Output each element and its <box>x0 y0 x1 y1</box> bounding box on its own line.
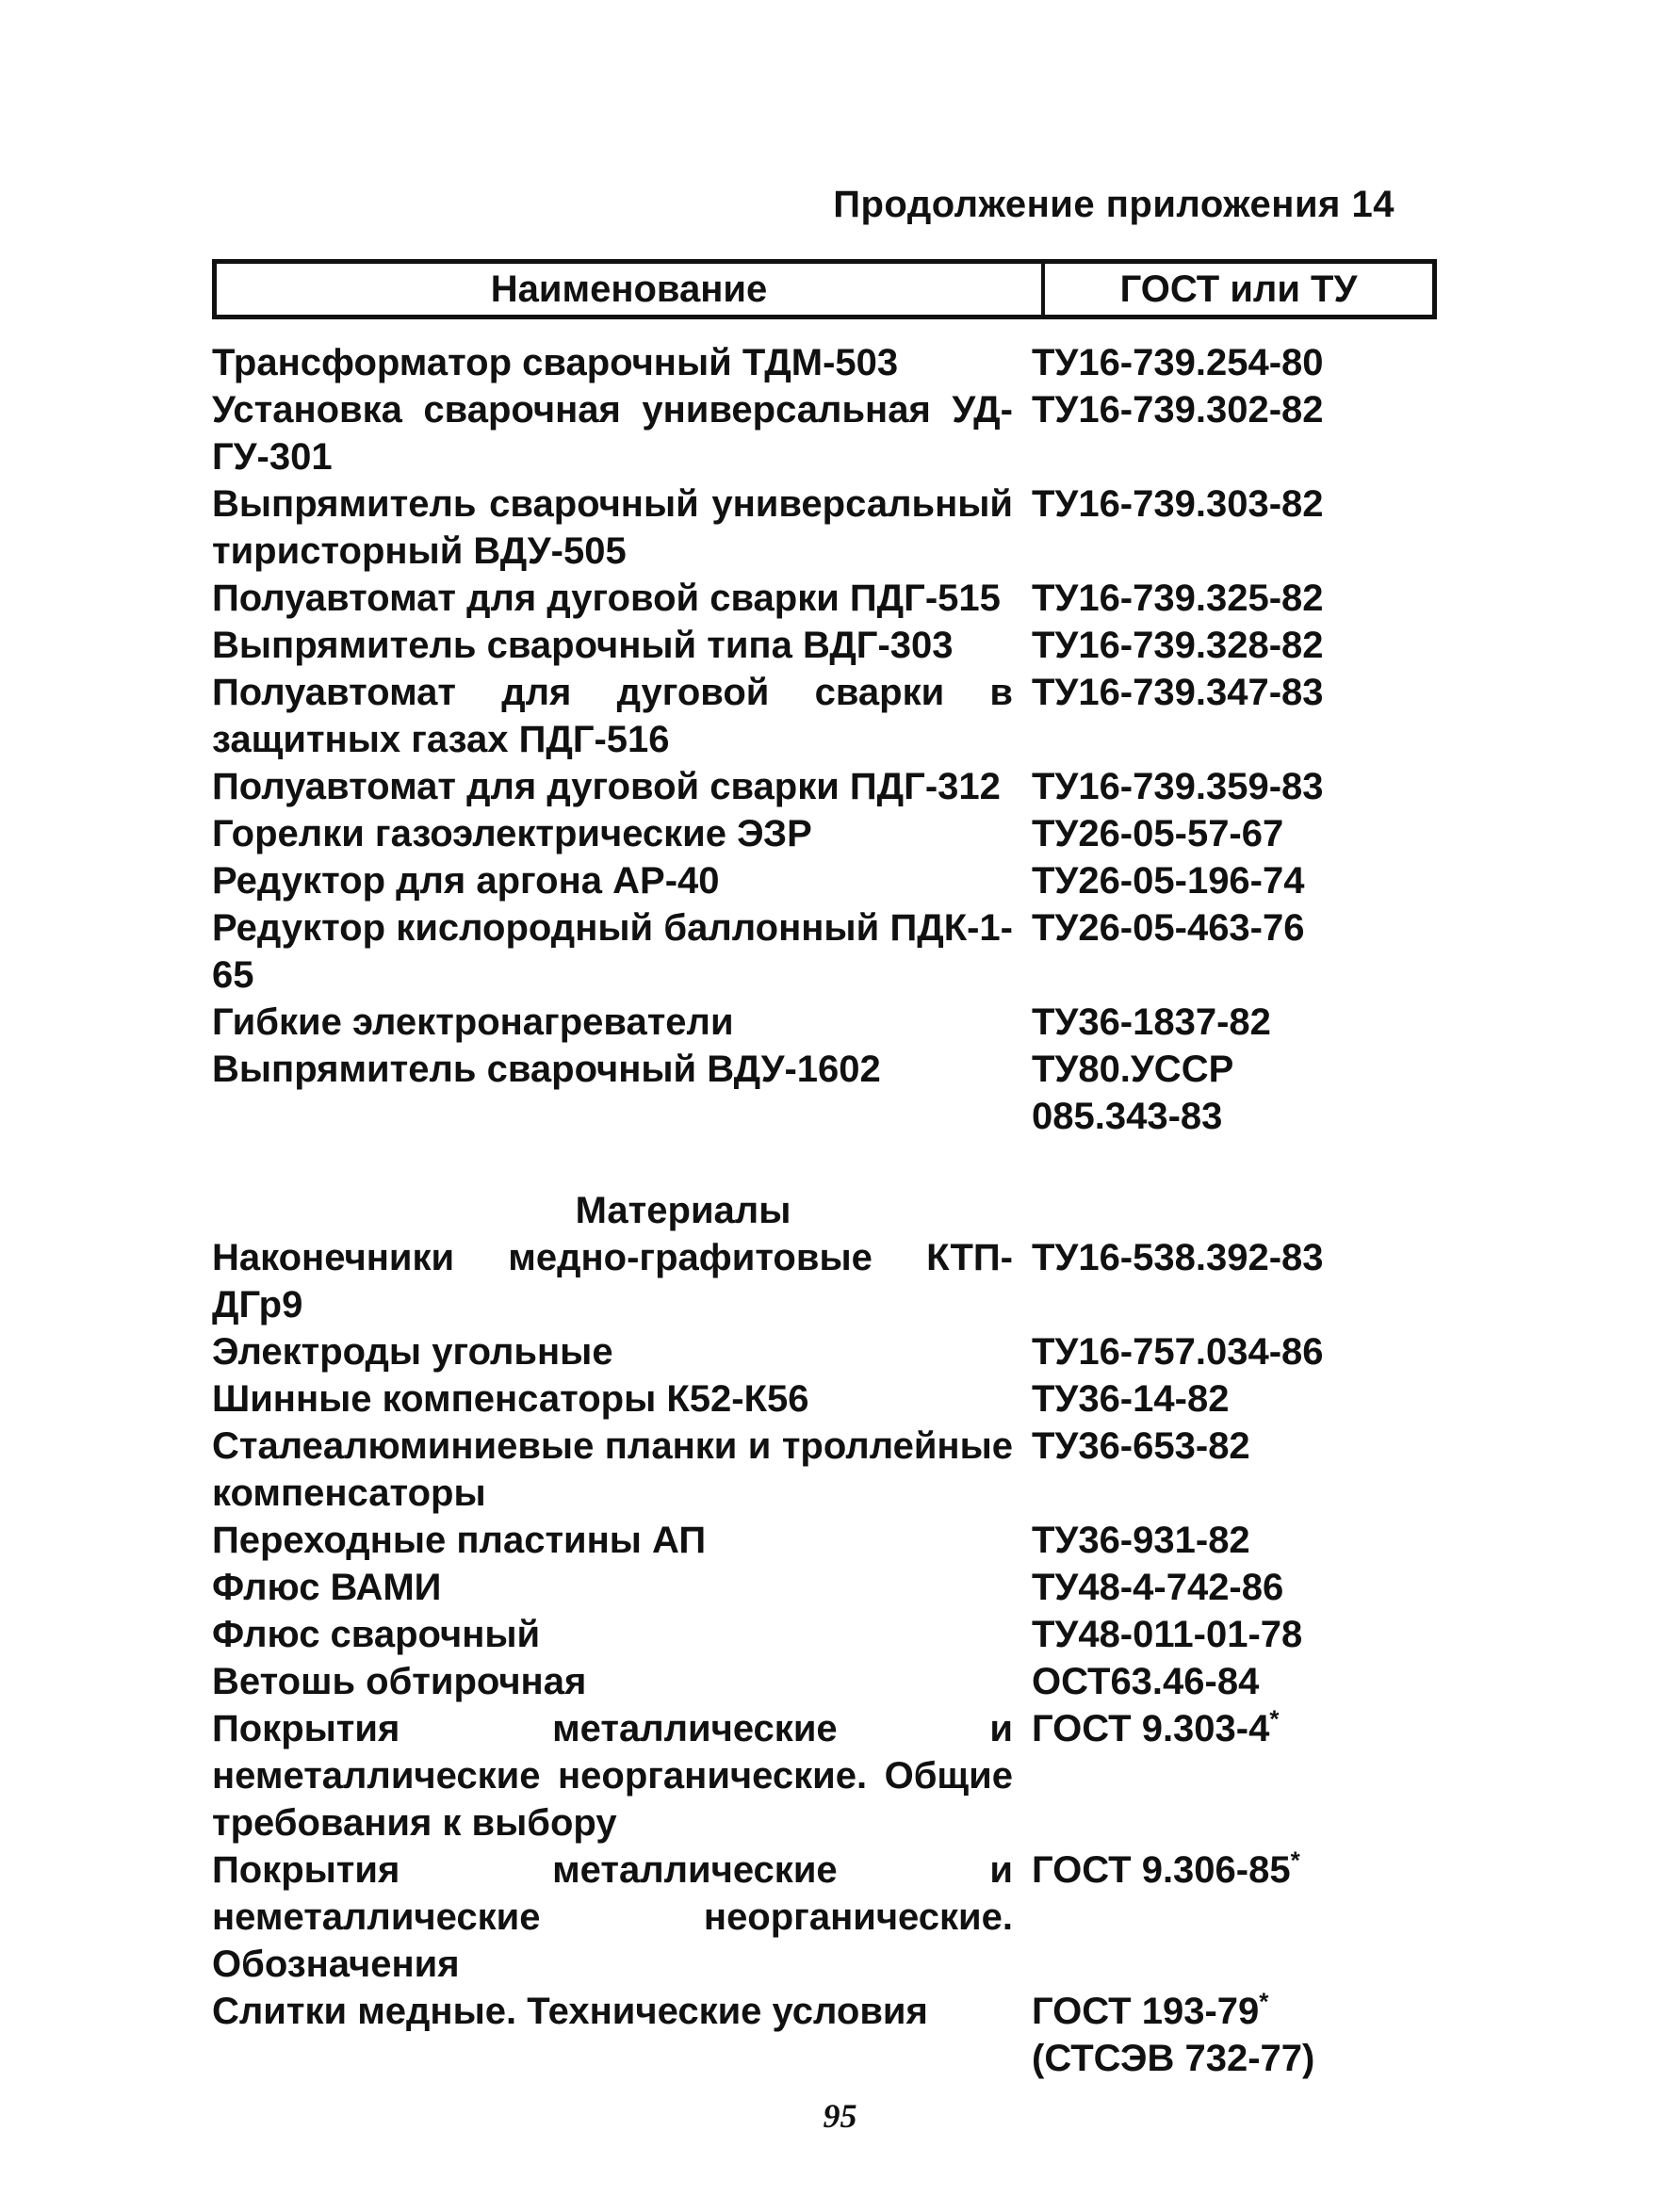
item-gost-code: ТУ26-05-57-67 <box>1032 813 1284 854</box>
table-row <box>212 339 1437 386</box>
footnote-star: * <box>1259 1987 1269 2016</box>
item-gost-code: ТУ16-739.359-83 <box>1032 766 1324 807</box>
item-gost <box>1032 669 1437 763</box>
item-name: Редуктор кислородный баллонный ПДК-1-65 <box>212 907 1013 996</box>
column-header-gost: ГОСТ или ТУ <box>1119 268 1358 310</box>
table-row <box>212 1988 1437 2082</box>
item-gost <box>1032 1658 1437 1705</box>
item-name: Трансформатор сварочный ТДМ-503 <box>212 342 899 383</box>
item-name: Переходные пластины АП <box>212 1520 707 1561</box>
table-row <box>212 1423 1437 1517</box>
item-gost <box>1032 810 1437 857</box>
item-name: Шинные компенсаторы К52-К56 <box>212 1378 809 1420</box>
table-row <box>212 1705 1437 1846</box>
item-gost <box>1032 1517 1437 1564</box>
table-row <box>212 386 1437 480</box>
item-gost <box>1032 857 1437 904</box>
item-gost-code: ТУ16-538.392-83 <box>1032 1237 1324 1278</box>
item-gost <box>1032 339 1437 386</box>
item-gost-code: ТУ36-1837-82 <box>1032 1001 1271 1043</box>
table-row <box>212 1658 1437 1705</box>
table-row <box>212 1517 1437 1564</box>
table-row <box>212 1611 1437 1658</box>
item-gost <box>1032 1375 1437 1423</box>
item-gost-code: ТУ36-931-82 <box>1032 1520 1250 1561</box>
item-gost <box>1032 1046 1437 1140</box>
item-name: Выпрямитель сварочный универсальный тиристорный ВДУ-505 <box>212 483 1013 572</box>
table-row <box>212 1375 1437 1423</box>
item-gost-code: ГОСТ 193-79 <box>1032 1991 1260 2032</box>
item-gost-code: ТУ16-739.254-80 <box>1032 342 1324 383</box>
item-name: Выпрямитель сварочный типа ВДГ-303 <box>212 625 954 666</box>
item-gost <box>1032 904 1437 999</box>
item-gost <box>1032 1846 1437 1988</box>
table-row <box>212 1234 1437 1328</box>
item-gost <box>1032 480 1437 575</box>
item-gost-code: ТУ80.УССР 085.343-83 <box>1032 1049 1234 1137</box>
item-name: Сталеалюминиевые планки и троллейные компенсаторы <box>212 1425 1013 1514</box>
table-row <box>212 1846 1437 1988</box>
table-row <box>212 1564 1437 1611</box>
item-name: Слитки медные. Технические условия <box>212 1991 928 2032</box>
item-gost-extra: (СТСЭВ 732-77) <box>1032 2038 1315 2079</box>
item-name: Редуктор для аргона АР-40 <box>212 860 720 902</box>
item-gost-code: ТУ16-757.034-86 <box>1032 1331 1324 1373</box>
item-gost-code: ТУ16-739.328-82 <box>1032 625 1324 666</box>
item-gost <box>1032 386 1437 480</box>
continuation-heading: Продолжение приложения 14 <box>833 184 1395 225</box>
item-name: Покрытия металлические и неметаллические неорганические. Общие требования к выбору <box>212 1708 1013 1844</box>
table-row <box>212 763 1437 810</box>
item-gost-code: ГОСТ 9.303-4 <box>1032 1708 1270 1749</box>
item-gost <box>1032 1328 1437 1375</box>
item-gost-code: ТУ26-05-196-74 <box>1032 860 1305 902</box>
item-gost-code: ТУ16-739.303-82 <box>1032 483 1324 525</box>
table-row <box>212 1328 1437 1375</box>
item-gost <box>1032 622 1437 669</box>
item-gost-code: ТУ16-739.347-83 <box>1032 672 1324 713</box>
item-name: Флюс ВАМИ <box>212 1567 442 1608</box>
materials-list <box>212 1234 1437 2082</box>
item-gost <box>1032 999 1437 1046</box>
item-gost-code: ТУ16-739.325-82 <box>1032 577 1324 619</box>
item-gost-code: ТУ36-653-82 <box>1032 1425 1250 1467</box>
section-title-materials: Материалы <box>575 1190 791 1231</box>
item-gost-code: ТУ16-739.302-82 <box>1032 389 1324 431</box>
footnote-star: * <box>1290 1846 1300 1875</box>
item-name: Электроды угольные <box>212 1331 613 1373</box>
table-row <box>212 857 1437 904</box>
column-header-name: Наименование <box>217 264 1045 315</box>
item-gost <box>1032 1988 1437 2082</box>
item-gost <box>1032 1423 1437 1517</box>
table-header <box>212 259 1437 319</box>
item-name: Полуавтомат для дуговой сварки в защитных газах ПДГ-516 <box>212 672 1013 760</box>
item-name: Полуавтомат для дуговой сварки ПДГ-312 <box>212 766 1001 807</box>
item-gost <box>1032 1705 1437 1846</box>
item-name: Флюс сварочный <box>212 1614 541 1655</box>
item-gost-code: ТУ48-4-742-86 <box>1032 1567 1284 1608</box>
item-name: Гибкие электронагреватели <box>212 1001 734 1043</box>
item-gost <box>1032 575 1437 622</box>
item-gost-code: ТУ48-011-01-78 <box>1032 1614 1303 1655</box>
item-name: Полуавтомат для дуговой сварки ПДГ-515 <box>212 577 1001 619</box>
item-gost <box>1032 1234 1437 1328</box>
table-row <box>212 480 1437 575</box>
table-row <box>212 810 1437 857</box>
item-name: Наконечники медно-графитовые КТП-ДГр9 <box>212 1237 1013 1326</box>
table-row <box>212 1046 1437 1140</box>
footnote-star: * <box>1269 1704 1280 1733</box>
item-name: Ветошь обтирочная <box>212 1661 587 1702</box>
table-row <box>212 904 1437 999</box>
table-body <box>212 339 1437 2082</box>
table-row <box>212 669 1437 763</box>
item-gost <box>1032 1611 1437 1658</box>
item-name: Выпрямитель сварочный ВДУ-1602 <box>212 1049 881 1090</box>
item-gost-code: ТУ26-05-463-76 <box>1032 907 1305 949</box>
item-name: Покрытия металлические и неметаллические неорганические. Обозначения <box>212 1849 1013 1985</box>
item-gost <box>1032 1564 1437 1611</box>
table-row <box>212 575 1437 622</box>
item-gost <box>1032 763 1437 810</box>
equipment-list <box>212 339 1437 1140</box>
table-row <box>212 622 1437 669</box>
item-gost-code: ГОСТ 9.306-85 <box>1032 1849 1291 1891</box>
page-number: 95 <box>823 2097 857 2135</box>
item-gost-code: ОСТ63.46-84 <box>1032 1661 1260 1702</box>
item-name: Горелки газоэлектрические ЭЗР <box>212 813 812 854</box>
item-name: Установка сварочная универсальная УД-ГУ-301 <box>212 389 1013 478</box>
item-gost-code: ТУ36-14-82 <box>1032 1378 1230 1420</box>
table-row <box>212 999 1437 1046</box>
